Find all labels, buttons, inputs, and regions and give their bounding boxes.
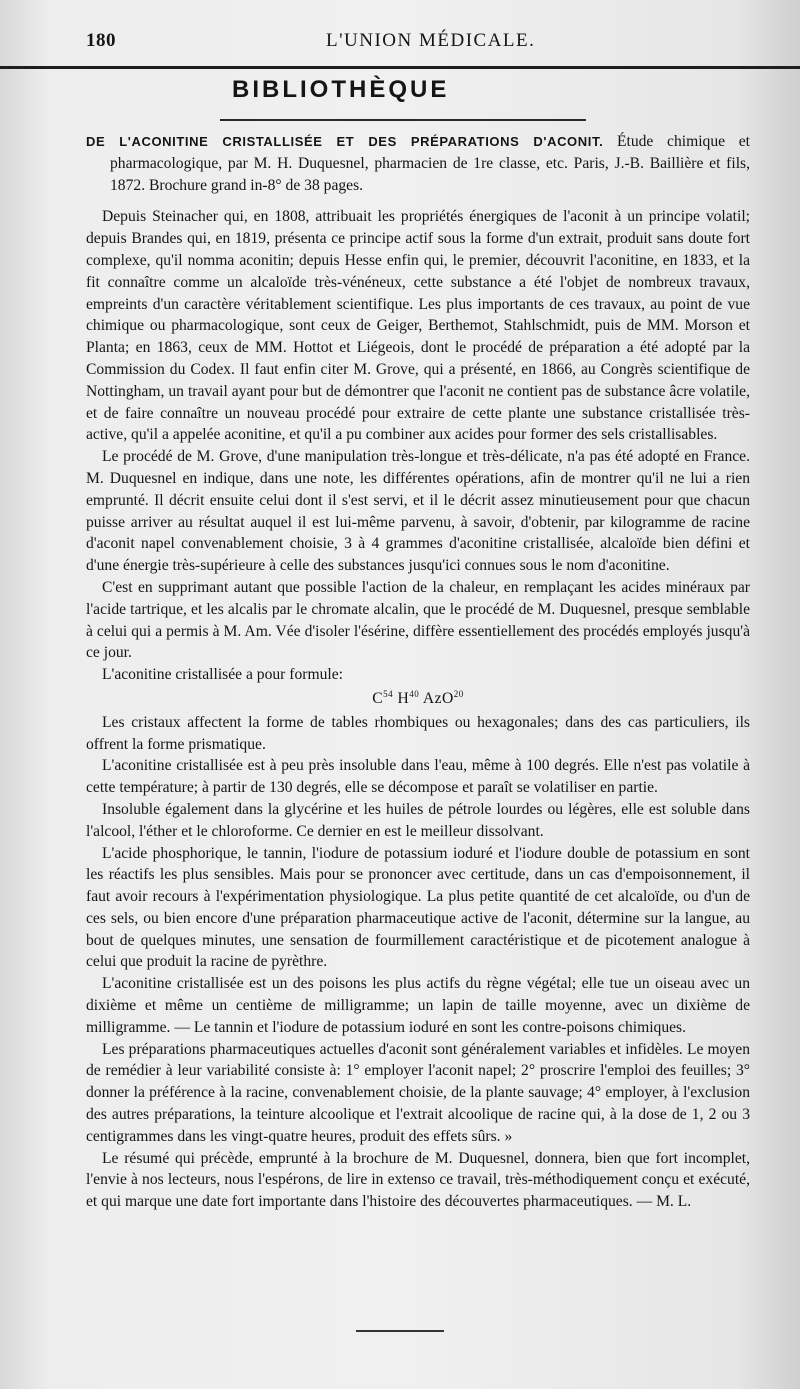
header-rule [0, 66, 800, 69]
paragraph: Depuis Steinacher qui, en 1808, attribuait les propriétés énergiques de l'aconit à un principe volatil; depuis Brandes qui, en 1819, présenta ce principe actif sous la forme d'un extrait, produit sans doute fort complexe, qu'il nomma aconitin; depuis Hesse enfin qui, le premier, découvrit l'aconitine, en 1833, et la fit connaître comme un alcaloïde très-vénéneux, cette substance a été l'objet de nombreux travaux, empreints d'un caractère véritablement scientifique. Les plus importants de ces travaux, au point de vue chimique ou pharmacologique, sont ceux de Geiger, Berthemot, Stahlschmidt, puis de MM. Morson et Planta; en 1863, ceux de MM. Hottot et Liégeois, dont le procédé de préparation a été adopté par la Commission du Codex. Il faut enfin citer M. Grove, qui a présenté, en 1866, au Congrès scientifique de Nottingham, un travail ayant pour but de démontrer que l'aconit ne contient pas de substance âcre volatile, et de faire connaître un nouveau procédé pour extraire de cette plante une substance cristallisée très-active, qu'il a appelée aconitine, et qu'il a pu combiner aux acides pour former des sels cristallisables. [86, 208, 750, 444]
paragraph: L'aconitine cristallisée a pour formule: [102, 666, 343, 684]
entry-bibliographic-details: Étude chimique et pharmacologique, par M. H. Duquesnel, pharmacien de 1re classe, etc. Paris, J.-B. Baillière et fils, 1872. Brochure grand in-8° de 38 pages. [110, 133, 750, 194]
paragraph: L'aconitine cristallisée est un des poisons les plus actifs du règne végétal; elle tue un oiseau avec un dixième et même un centième de milligramme; un lapin de taille moyenne, avec un dixième de milligramme. — Le tannin et l'iodure de potassium ioduré en sont les contre-poisons chimiques. [86, 975, 750, 1036]
paragraph: Le procédé de M. Grove, d'une manipulation très-longue et très-délicate, n'a pas été adopté en France. M. Duquesnel en indique, dans une note, les différentes opérations, afin de montrer qu'il ne lui a rien emprunté. Il décrit ensuite celui dont il s'est servi, et il le décrit assez minutieusement pour que chacun puisse arriver au résultat auquel il est lui-même parvenu, à savoir, d'obtenir, par kilogramme de racine d'aconit napel convenablement choisie, 3 à 4 grammes d'aconitine cristallisée, alcaloïde bien défini et d'une énergie très-supérieure à celle des substances jusqu'ici connues sous le nom d'aconitine. [86, 448, 750, 575]
page-number: 180 [86, 30, 116, 51]
paragraph: Les cristaux affectent la forme de tables rhombiques ou hexagonales; dans des cas particuliers, ils offrent la forme prismatique. [86, 713, 750, 753]
paragraph: C'est en supprimant autant que possible l'action de la chaleur, en remplaçant les acides minéraux par l'acide tartrique, et les alcalis par le chromate alcalin, que le procédé de M. Duquesnel, presque semblable à celui qui a permis à M. Am. Vée d'isoler l'ésérine, diffère essentiellement des procédés employés jusqu'à ce jour. [86, 578, 750, 662]
paragraph: Les préparations pharmaceutiques actuelles d'aconit sont généralement variables et infidèles. Le moyen de remédier à leur variabilité consiste à: 1° employer l'aconit napel; 2° proscrire l'emploi des feuilles; 3° donner la préférence à la racine, convenablement choisie, de la plante sauvage; 4° employer, à l'exclusion des autres préparations, la teinture alcoolique et l'extrait alcoolique de racine qui, à la dose de 1, 2 ou 3 centigrammes dans les vingt-quatre heures, produit des effets sûrs. » [86, 1040, 750, 1145]
paragraph: L'aconitine cristallisée est à peu près insoluble dans l'eau, même à 100 degrés. Elle n'est pas volatile à cette température; à partir de 130 degrés, elle se décompose et paraît se volatiliser en partie. [86, 757, 750, 797]
section-title-rule [220, 119, 586, 121]
paragraph: Le résumé qui précède, emprunté à la brochure de M. Duquesnel, donnera, bien que fort incomplet, l'envie à nos lecteurs, nous l'espérons, de lire in extenso ce travail, très-méthodiquement conçu et exécuté, et qui marque une date fort importante dans l'histoire des découvertes pharmaceutiques. — M. L. [86, 1149, 750, 1211]
article-body [86, 131, 750, 1213]
section-title: BIBLIOTHÈQUE [232, 76, 450, 103]
journal-title: L'UNION MÉDICALE. [326, 30, 536, 51]
paragraph: Insoluble également dans la glycérine et les huiles de pétrole lourdes ou légères, elle est soluble dans l'alcool, l'éther et le chloroforme. Ce dernier en est le meilleur dissolvant. [86, 800, 750, 840]
paragraph: L'acide phosphorique, le tannin, l'iodure de potassium ioduré et l'iodure double de potassium en sont les réactifs les plus sensibles. Mais pour se prononcer avec certitude, dans un cas d'empoisonnement, il faut avoir recours à l'expérimentation physiologique. La plus petite quantité de cet alcaloïde, ou d'un de ces sels, ou bien encore d'une préparation pharmaceutique active de l'aconit, détermine sur la langue, au bout de quelques minutes, une sensation de fourmillement caractéristique et de picotement analogue à celui que produit la racine de pyrèthre. [86, 844, 750, 971]
running-head [86, 0, 750, 50]
entry-heading [86, 131, 750, 196]
end-rule [356, 1330, 444, 1332]
chemical-formula: $C^{54}$ $H^{40}$ AzO$^{20}$ [372, 688, 464, 707]
entry-title: DE L'ACONITINE CRISTALLISÉE ET DES PRÉPARATIONS D'ACONIT. [86, 134, 604, 149]
